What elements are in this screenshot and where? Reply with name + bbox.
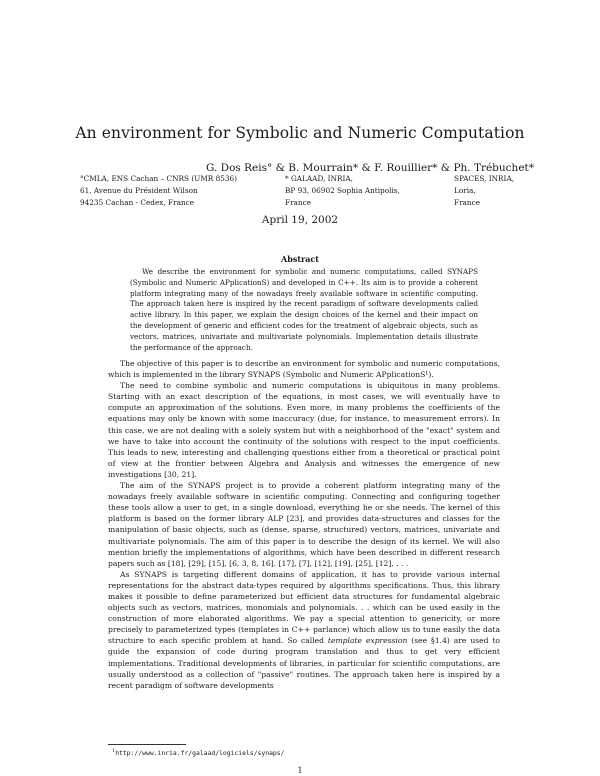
affiliation-line: * GALAAD, INRIA, bbox=[285, 174, 353, 183]
paragraph-segment: As SYNAPS is targeting different domains of application, it has to provide various internal representations for the abstract data-types required by algorithms specifications. Thus, this library makes it possible to define parameterized but efficient data structures for fundamental algebraic objects such as vectors, matrices, monomials and polynomials. . . which can be used easily in the construction of more elaborated algorithms. We pay a special attention to genericity, or more precisely to parameterized types (templates in C++ parlance) which allow us to tune easily the data structure to each specific problem at hand. So called bbox=[108, 569, 500, 646]
footnote-url[interactable]: http://www.inria.fr/galaad/logiciels/synaps/ bbox=[115, 749, 285, 758]
author-list: G. Dos Reis° & B. Mourrain* & F. Rouillier* & Ph. Trébuchet* bbox=[205, 162, 534, 174]
abstract-heading: Abstract bbox=[281, 254, 319, 264]
affiliation-galaad bbox=[285, 173, 400, 209]
body-paragraph: The objective of this paper is to describe an environment for symbolic and numeric computations, which is implemented in the library SYNAPS (Symbolic and Numeric APplicationS¹). bbox=[108, 359, 500, 380]
emphasis-term: template expression bbox=[327, 636, 408, 646]
body-text bbox=[108, 358, 500, 691]
paragraph-segment: (see §1.4) are used to guide the expansion of code during program translation and thus to get very efficient implementations. Traditional developments of libraries, in particular for scientific computations, are usually understood as a collection of "passive" routines. The approach taken here is inspired by a recent paradigm of software developments bbox=[108, 636, 500, 690]
body-paragraph: The need to combine symbolic and numeric computations is ubiquitous in many problems. Starting with an exact description of the equations, in most cases, we will eventually have to compute an approximation of the solutions. Even more, in many problems the coefficients of the equations may only be known with some inaccuracy (due, for instance, to measurement errors). In this case, we are not dealing with a solely system but with a neighborhood of the "exact" system and we have to take into account the continuity of the solutions with respect to the input coefficients. This leads to new, interesting and challenging questions either from a theoretical or practical point of view at the frontier between Algebra and Analysis and witnesses the emergence of new investigations [30, 21]. bbox=[108, 381, 500, 479]
paper-title: An environment for Symbolic and Numeric Computation bbox=[75, 124, 525, 142]
body-paragraph bbox=[108, 569, 500, 691]
footnote-divider bbox=[108, 744, 186, 745]
affiliation-cmla bbox=[80, 173, 237, 209]
footnote bbox=[112, 748, 284, 757]
affiliation-line: France bbox=[454, 198, 481, 207]
affiliation-spaces bbox=[454, 173, 514, 209]
paper-date: April 19, 2002 bbox=[261, 214, 339, 226]
affiliation-line: BP 93, 06902 Sophia Antipolis, bbox=[285, 186, 400, 195]
affiliation-line: SPACES, INRIA, bbox=[454, 174, 515, 183]
affiliation-line: France bbox=[285, 198, 312, 207]
footnote-mark: 1 bbox=[112, 748, 116, 754]
affiliation-line: Loria, bbox=[454, 186, 476, 195]
body-paragraph: The aim of the SYNAPS project is to provide a coherent platform integrating many of the nowadays freely available software in scientific computing. Connecting and configuring together these tools allow a user to get, in a single download, everything he or she needs. The kernel of this platform is based on the former library ALP [23], and provides data-structures and classes for the manipulation of basic objects, such as (dense, sparse, structured) vectors, matrices, univariate and multivariate polynomials. The aim of this paper is to describe the design of its kernel. We will also mention briefly the implementations of algorithms, which have been described in different research papers such as [18], [29], [15], [6, 3, 8, 16]. [17], [7], [12], [19], [25], [12], . . . bbox=[108, 481, 500, 568]
affiliation-line: 61, Avenue du Président Wilson bbox=[80, 186, 198, 195]
affiliation-line: 94235 Cachan - Cedex, France bbox=[80, 198, 195, 207]
abstract-text: We describe the environment for symbolic and numeric computations, called SYNAPS (Symbolic and Numeric APplicationS) and developed in C++. Its aim is to provide a coherent platform integrating many of the nowadays freely available software in scientific computing. The approach taken here is inspired by the recent paradigm of software developments called active library. In this paper, we explain the design choices of the kernel and their impact on the development of generic and efficient codes for the treatment of algebraic objects, such as vectors, matrices, univariate and multivariate polynomials. Implementation details illustrate the performance of the approach. bbox=[130, 267, 478, 352]
page-number: 1 bbox=[297, 766, 303, 775]
affiliation-line: °CMLA, ENS Cachan – CNRS (UMR 8536) bbox=[80, 174, 238, 183]
